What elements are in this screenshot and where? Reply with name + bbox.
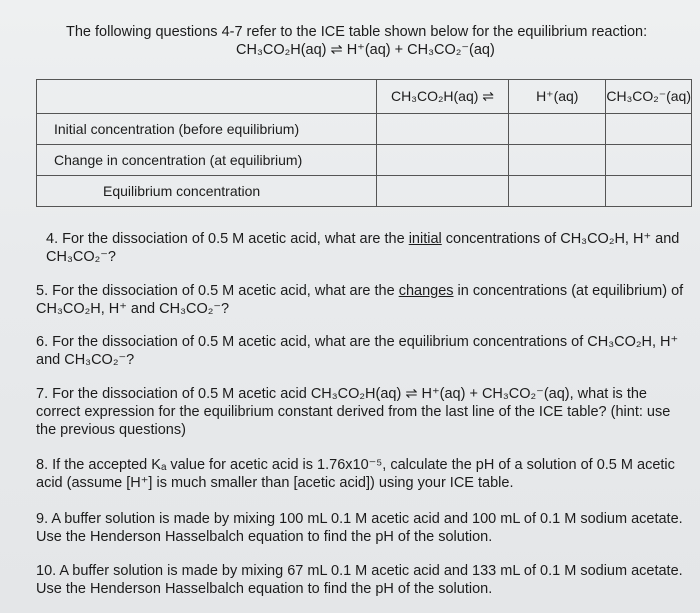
ice-table-header-row	[37, 80, 692, 114]
ice-cell	[509, 145, 606, 176]
ice-cell	[376, 114, 508, 145]
question-9: 9. A buffer solution is made by mixing 100 mL 0.1 M acetic acid and 100 mL of 0.1 M sodium acetate. Use the Henderson Hasselbalch equation to find the pH of the solution.	[36, 511, 683, 545]
question-7: 7. For the dissociation of 0.5 M acetic acid CH₃CO₂H(aq) ⇌ H⁺(aq) + CH₃CO₂⁻(aq), what is the correct expression for the equilibrium constant derived from the last line of the ICE table? (hint: use the previous questions)	[36, 386, 671, 438]
question-text: 5. For the dissociation of 0.5 M acetic acid, what are the	[36, 283, 399, 299]
question-text: 4. For the dissociation of 0.5 M acetic acid, what are the	[46, 231, 409, 247]
reaction-equation: CH₃CO₂H(aq) ⇌ H⁺(aq) + CH₃CO₂⁻(aq)	[236, 42, 495, 58]
ice-row-initial	[37, 114, 692, 145]
ice-cell	[606, 176, 692, 207]
question-8: 8. If the accepted Kₐ value for acetic acid is 1.76x10⁻⁵, calculate the pH of a solution of 0.5 M acetic acid (assume [H⁺] is much smaller than [acetic acid]) using your ICE table.	[36, 457, 675, 491]
intro-line: The following questions 4-7 refer to the ICE table shown below for the equilibrium reaction:	[66, 24, 648, 40]
ice-header-acetic-acid: CH₃CO₂H(aq) ⇌	[376, 80, 508, 114]
ice-row-label: Equilibrium concentration	[37, 176, 377, 207]
ice-cell	[509, 114, 606, 145]
ice-header-blank	[37, 80, 377, 114]
ice-cell	[606, 114, 692, 145]
ice-header-hydrogen-ion: H⁺(aq)	[509, 80, 606, 114]
question-6: 6. For the dissociation of 0.5 M acetic acid, what are the equilibrium concentrations of CH₃CO₂H, H⁺ and CH₃CO₂⁻?	[36, 334, 679, 368]
question-10: 10. A buffer solution is made by mixing 67 mL 0.1 M acetic acid and 133 mL of 0.1 M sodium acetate. Use the Henderson Hasselbalch equation to find the pH of the solution.	[36, 563, 683, 597]
ice-cell	[509, 176, 606, 207]
question-4	[46, 230, 686, 266]
ice-cell	[606, 145, 692, 176]
question-text: concentrations of CH₃CO₂H, H⁺ and CH₃CO₂⁻?	[46, 231, 680, 265]
ice-row-change	[37, 145, 692, 176]
underlined-word: initial	[408, 231, 442, 247]
ice-cell	[376, 145, 508, 176]
intro-text	[66, 24, 686, 58]
ice-row-label: Initial concentration (before equilibrium)	[37, 114, 377, 145]
ice-cell	[376, 176, 508, 207]
question-text: in concentrations (at equilibrium) of CH₃CO₂H, H⁺ and CH₃CO₂⁻?	[36, 283, 684, 317]
ice-header-acetate: CH₃CO₂⁻(aq)	[606, 80, 692, 114]
ice-row-equilibrium	[37, 176, 692, 207]
question-5	[36, 282, 686, 318]
ice-table	[36, 79, 692, 207]
underlined-word: changes	[398, 283, 454, 299]
ice-row-label: Change in concentration (at equilibrium)	[37, 145, 377, 176]
